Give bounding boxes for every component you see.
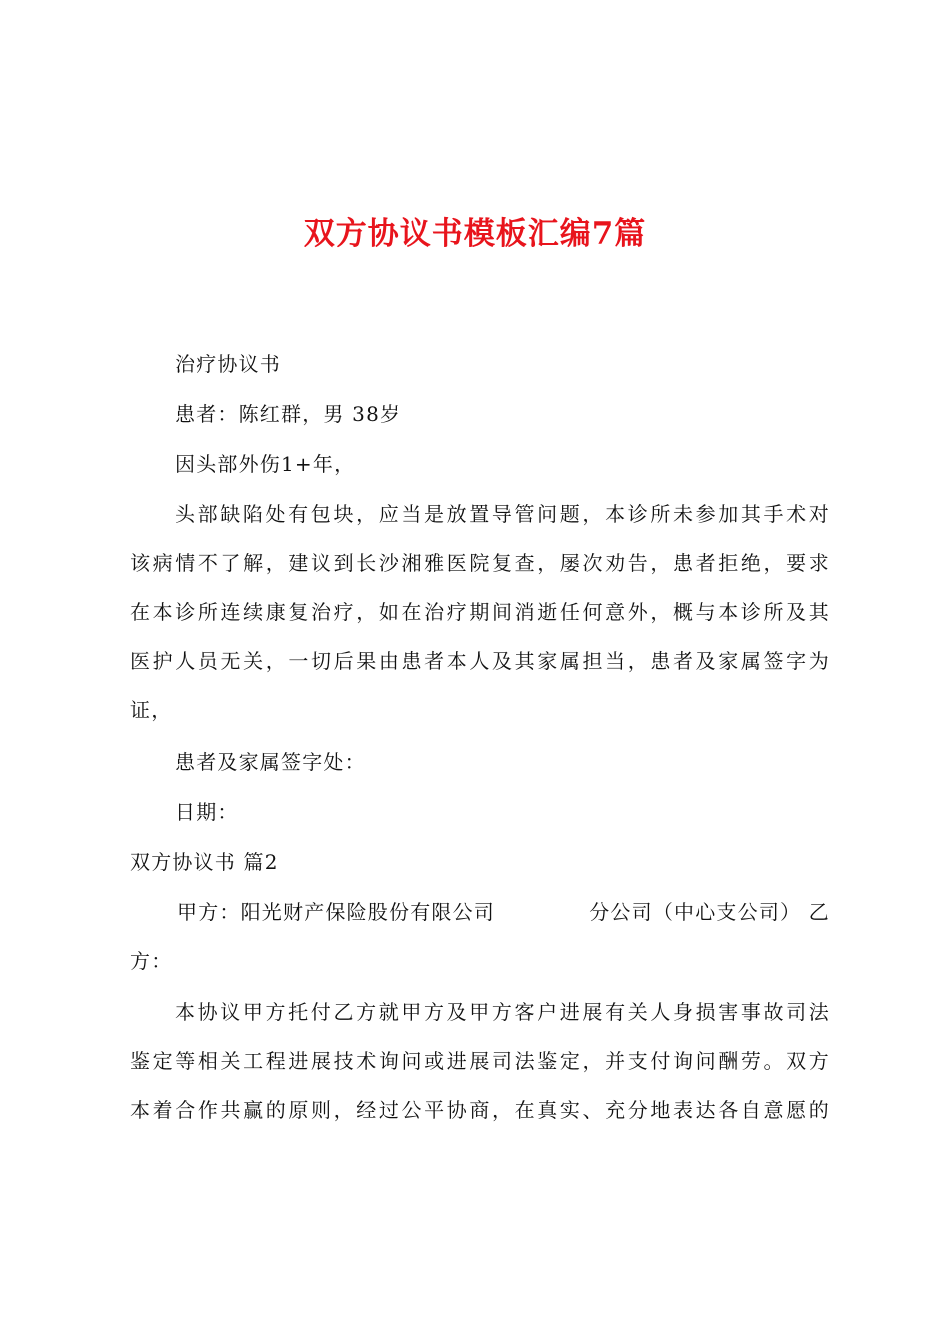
paragraph-line: 头部缺陷处有包块，应当是放置导管问题，本诊所未参加其手术对 <box>175 502 830 526</box>
date-label: 日期： <box>175 800 239 824</box>
party-a-line <box>177 888 830 937</box>
paragraph-line: 本协议甲方托付乙方就甲方及甲方客户进展有关人身损害事故司法 <box>175 1000 830 1024</box>
document-title: 双方协议书模板汇编7篇 <box>303 216 647 252</box>
patient-info: 患者：陈红群，男 38岁 <box>175 402 402 426</box>
paragraph-line: 该病情不了解，建议到长沙湘雅医院复查，屡次劝告，患者拒绝，要求 <box>130 551 830 575</box>
paragraph-line: 本着合作共赢的原则，经过公平协商，在真实、充分地表达各自意愿的 <box>130 1098 830 1122</box>
party-a-name: 甲方：阳光财产保险股份有限公司 <box>177 900 495 924</box>
paragraph-line: 在本诊所连续康复治疗，如在治疗期间消逝任何意外，概与本诊所及其 <box>130 600 830 624</box>
section-heading-treatment: 治疗协议书 <box>175 352 281 376</box>
paragraph-line: 鉴定等相关工程进展技术询问或进展司法鉴定，并支付询问酬劳。双方 <box>130 1049 830 1073</box>
paragraph-line: 医护人员无关，一切后果由患者本人及其家属担当，患者及家属签字为 <box>130 649 830 673</box>
paragraph-line: 证， <box>130 698 173 722</box>
section-heading-agreement-2: 双方协议书 篇2 <box>130 850 279 874</box>
party-b-line: 方： <box>130 949 173 973</box>
injury-cause: 因头部外伤1+年， <box>175 452 356 476</box>
signature-label: 患者及家属签字处： <box>175 750 366 774</box>
party-a-branch: 分公司（中心支公司） 乙 <box>589 900 830 924</box>
